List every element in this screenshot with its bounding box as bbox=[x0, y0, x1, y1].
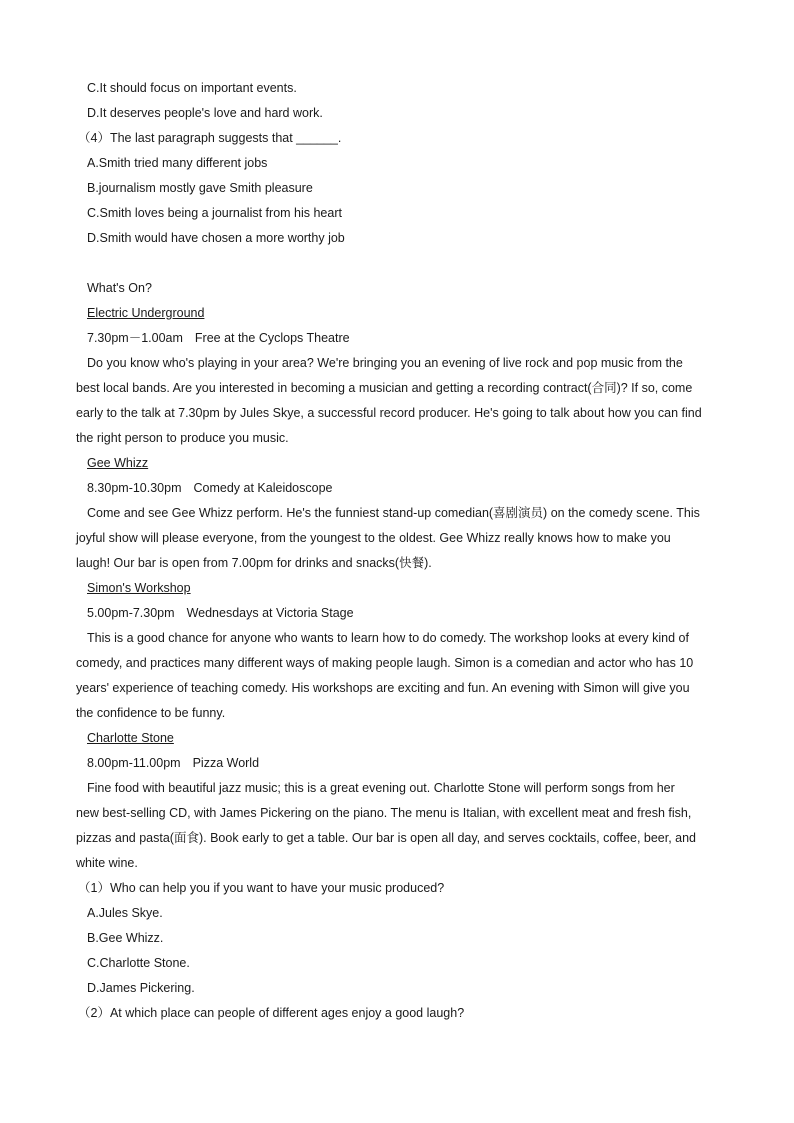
paragraph-line: Fine food with beautiful jazz music; this is a great evening out. Charlotte Stone will perform songs from her bbox=[87, 781, 675, 795]
event-place: Wednesdays at Victoria Stage bbox=[186, 606, 354, 620]
event-time: 7.30pm－1.00am bbox=[87, 331, 183, 345]
event-time: 8.00pm-11.00pm bbox=[87, 756, 181, 770]
paragraph-line: comedy, and practices many different ways of making people laugh. Simon is a comedian and actor who has 10 bbox=[76, 656, 694, 670]
option-c: C.Charlotte Stone. bbox=[87, 956, 190, 970]
article-title: What's On? bbox=[87, 281, 152, 295]
event-place: Free at the Cyclops Theatre bbox=[194, 331, 350, 345]
question-stem: （4）The last paragraph suggests that ______. bbox=[78, 131, 342, 145]
event-name-text: Charlotte Stone bbox=[87, 731, 174, 745]
paragraph-line: joyful show will please everyone, from the youngest to the oldest. Gee Whizz really knows how to make you bbox=[76, 531, 671, 545]
event-name bbox=[87, 451, 732, 476]
option-a: A.Smith tried many different jobs bbox=[87, 156, 268, 170]
paragraph-line: new best-selling CD, with James Pickering on the piano. The menu is Italian, with excellent meat and fresh fish, bbox=[76, 806, 692, 820]
option-b: B.journalism mostly gave Smith pleasure bbox=[87, 181, 313, 195]
paragraph-line: the confidence to be funny. bbox=[76, 706, 226, 720]
event-name bbox=[87, 576, 732, 601]
event-time-place bbox=[87, 476, 732, 501]
event-name-text: Electric Underground bbox=[87, 306, 205, 320]
event-time: 8.30pm-10.30pm bbox=[87, 481, 182, 495]
event-time: 5.00pm-7.30pm bbox=[87, 606, 175, 620]
event-name bbox=[87, 726, 732, 751]
paragraph-line: years' experience of teaching comedy. His workshops are exciting and fun. An evening with Simon will give you bbox=[76, 681, 690, 695]
event-time-place bbox=[87, 601, 732, 626]
event-time-place bbox=[87, 751, 732, 776]
event-place: Comedy at Kaleidoscope bbox=[193, 481, 333, 495]
option-c: C.Smith loves being a journalist from his heart bbox=[87, 206, 342, 220]
option-d: D.It deserves people's love and hard work. bbox=[87, 106, 323, 120]
paragraph-line: laugh! Our bar is open from 7.00pm for drinks and snacks(快餐). bbox=[76, 556, 432, 570]
paragraph-line: This is a good chance for anyone who wants to learn how to do comedy. The workshop looks at every kind of bbox=[87, 631, 689, 645]
option-d: D.James Pickering. bbox=[87, 981, 195, 995]
event-name-text: Gee Whizz bbox=[87, 456, 149, 470]
question-stem: （1）Who can help you if you want to have your music produced? bbox=[78, 881, 445, 895]
paragraph-line: early to the talk at 7.30pm by Jules Skye, a successful record producer. He's going to talk about how you can find bbox=[76, 406, 702, 420]
paragraph-line: pizzas and pasta(面食). Book early to get a table. Our bar is open all day, and serves cocktails, coffee, beer, and bbox=[76, 831, 697, 845]
question-stem: （2）At which place can people of different ages enjoy a good laugh? bbox=[78, 1006, 465, 1020]
paragraph-line: the right person to produce you music. bbox=[76, 431, 289, 445]
paragraph-line: white wine. bbox=[76, 856, 138, 870]
option-d: D.Smith would have chosen a more worthy job bbox=[87, 231, 345, 245]
event-name-text: Simon's Workshop bbox=[87, 581, 191, 595]
paragraph-line: Come and see Gee Whizz perform. He's the funniest stand-up comedian(喜剧演员) on the comedy scene. This bbox=[87, 506, 700, 520]
event-name bbox=[87, 301, 732, 326]
paragraph-line: Do you know who's playing in your area? We're bringing you an evening of live rock and pop music from the bbox=[87, 356, 683, 370]
paragraph-line: best local bands. Are you interested in becoming a musician and getting a recording contract(合同)? If so, come bbox=[76, 381, 693, 395]
option-a: A.Jules Skye. bbox=[87, 906, 163, 920]
option-b: B.Gee Whizz. bbox=[87, 931, 164, 945]
event-place: Pizza World bbox=[192, 756, 260, 770]
option-c: C.It should focus on important events. bbox=[87, 81, 297, 95]
event-time-place bbox=[87, 326, 732, 351]
